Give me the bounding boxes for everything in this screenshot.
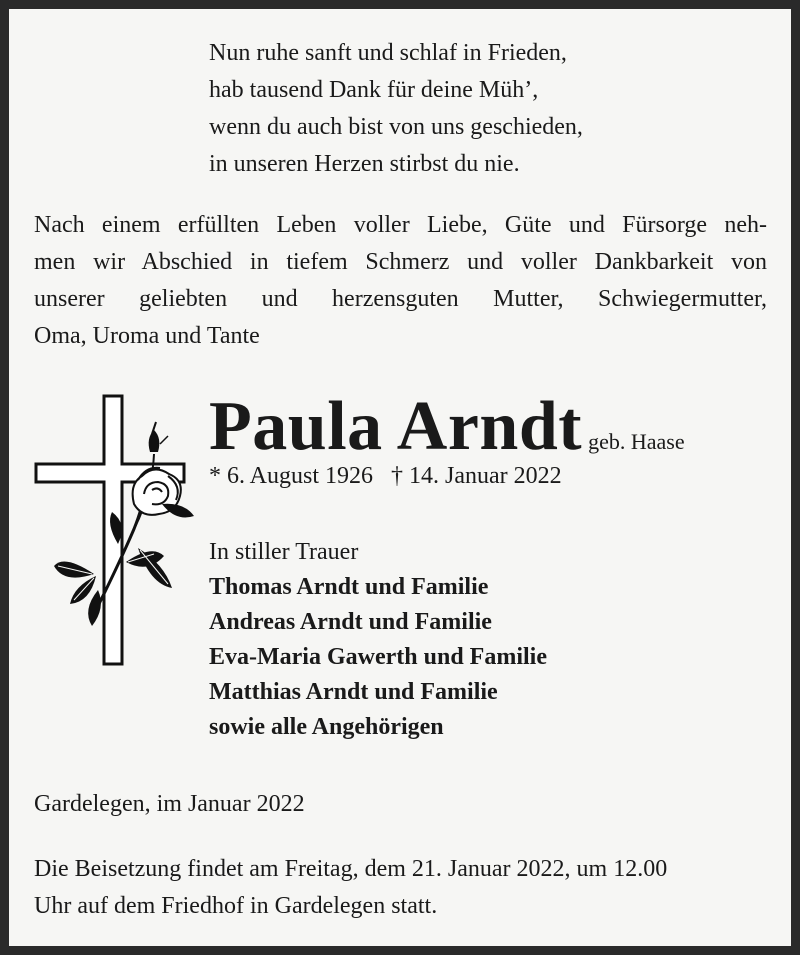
cross-with-rose-icon [34,394,209,674]
poem-line: Nun ruhe sanft und schlaf in Frieden, [209,40,567,66]
poem-line: hab tausend Dank für deine Müh’, [209,77,539,103]
poem [209,35,583,183]
life-dates [209,459,562,493]
poem-line: wenn du auch bist von uns geschieden, [209,114,583,140]
mourner-name: Andreas Arndt und Familie [209,609,492,635]
mourners-block [209,535,547,745]
mourner-name: Eva-Maria Gawerth und Familie [209,644,547,670]
intro-line: men wir Abschied in tiefem Schmerz und voller Dankbarkeit von [34,249,767,275]
funeral-line: Die Beisetzung findet am Freitag, dem 21. Januar 2022, um 12.00 [34,856,668,882]
obituary-card [9,9,791,946]
intro-text [34,207,767,355]
deceased-name: Paula Arndt [209,388,583,465]
intro-line: Nach einem erfüllten Leben voller Liebe, Güte und Fürsorge neh- [34,212,767,238]
mourner-name: Thomas Arndt und Familie [209,574,489,600]
funeral-line: Uhr auf dem Friedhof in Gardelegen statt. [34,893,438,919]
poem-line: in unseren Herzen stirbst du nie. [209,151,520,177]
funeral-notice [34,851,667,925]
deceased-name-row [209,387,685,467]
mourner-name: Matthias Arndt und Familie [209,679,498,705]
intro-line: unserer geliebten und herzensguten Mutter, Schwiegermutter, [34,286,767,312]
place-date: Gardelegen, im Januar 2022 [34,791,305,817]
maiden-name: geb. Haase [588,429,685,454]
intro-line: Oma, Uroma und Tante [34,323,260,349]
birth-date: * 6. August 1926 [209,463,374,489]
mourners-heading: In stiller Trauer [209,539,359,565]
death-date: † 14. Januar 2022 [391,463,562,489]
mourner-name: sowie alle Angehörigen [209,714,444,740]
